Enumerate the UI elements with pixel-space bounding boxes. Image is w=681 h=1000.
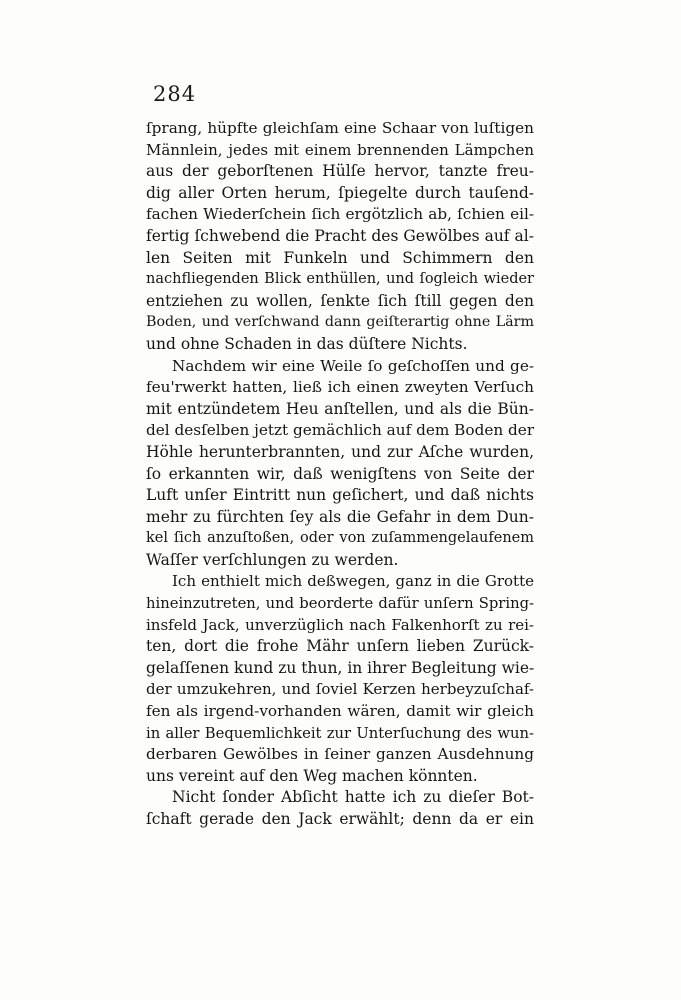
text-line: fertig ſchwebend die Pracht des Gewölbes auf al- — [146, 226, 534, 245]
text-line: ſchaft gerade den Jack erwählt; denn da er ein — [146, 810, 534, 828]
text-line: Ich enthielt mich deßwegen, ganz in die Grotte — [172, 572, 534, 591]
text-line: ſo erkannten wir, daß wenigſtens von Seite der — [146, 464, 534, 483]
text-line: Männlein, jedes mit einem brennenden Lämpchen — [146, 140, 534, 159]
text-line: nachfliegenden Blick enthüllen, und ſogleich wieder — [146, 271, 534, 288]
text-line: del desſelben jetzt gemächlich auf dem Boden der — [146, 421, 534, 440]
text-line: fachen Wiederſchein ſich ergötzlich ab, ſchien eil- — [146, 205, 534, 224]
text-line: der umzukehren, und ſoviel Kerzen herbeyzuſchaf- — [146, 680, 534, 699]
text-line: Nicht ſonder Abſicht hatte ich zu dieſer Bot- — [172, 788, 534, 807]
text-line: mit entzündetem Heu anſtellen, und als die Bün- — [146, 399, 534, 418]
text-line: Nachdem wir eine Weile ſo geſchoſſen und ge- — [172, 356, 534, 375]
text-line: ſprang, hüpfte gleichſam eine Schaar von luſtigen — [146, 119, 534, 137]
text-line: len Seiten mit Funkeln und Schimmern den — [146, 248, 534, 267]
text-line: Boden, und verſchwand dann geiſterartig ohne Lärm — [146, 314, 534, 331]
text-line: insfeld Jack, unverzüglich nach Falkenhorſt zu rei- — [146, 615, 534, 634]
text-line: dig aller Orten herum, ſpiegelte durch tauſend- — [146, 183, 534, 202]
text-line: feu'rwerkt hatten, ließ ich einen zweyten Verſuch — [146, 378, 534, 397]
text-line: uns vereint auf den Weg machen könnten. — [146, 766, 478, 785]
text-line: mehr zu fürchten ſey als die Gefahr in dem Dun- — [146, 507, 534, 526]
text-line: aus der geborſtenen Hülſe hervor, tanzte freu- — [146, 162, 534, 181]
text-line: fen als irgend-vorhanden wären, damit wir gleich — [146, 702, 534, 721]
text-line: hineinzutreten, und beorderte dafür unſern Spring- — [146, 595, 534, 613]
text-line: Höhle herunterbrannten, und zur Aſche wurden, — [146, 442, 534, 461]
text-line: entziehen zu wollen, ſenkte ſich ſtill gegen den — [146, 291, 534, 310]
body-text — [146, 118, 534, 831]
page-number: 284 — [153, 82, 197, 106]
text-line: kel ſich anzuſtoßen, oder von zuſammengelaufenem — [146, 530, 534, 547]
text-line: und ohne Schaden in das düſtere Nichts. — [146, 334, 468, 353]
text-line: Luft unſer Eintritt nun geſichert, und daß nichts — [146, 486, 534, 505]
text-line: in aller Bequemlichkeit zur Unterſuchung des wun- — [146, 724, 534, 742]
text-line: ten, dort die frohe Mähr unſern lieben Zurück- — [146, 637, 534, 656]
text-line: derbaren Gewölbes in ſeiner ganzen Ausdehnung — [146, 745, 534, 764]
text-line: Waſſer verſchlungen zu werden. — [146, 550, 399, 569]
text-line: gelaſſenen kund zu thun, in ihrer Begleitung wie- — [146, 658, 534, 677]
